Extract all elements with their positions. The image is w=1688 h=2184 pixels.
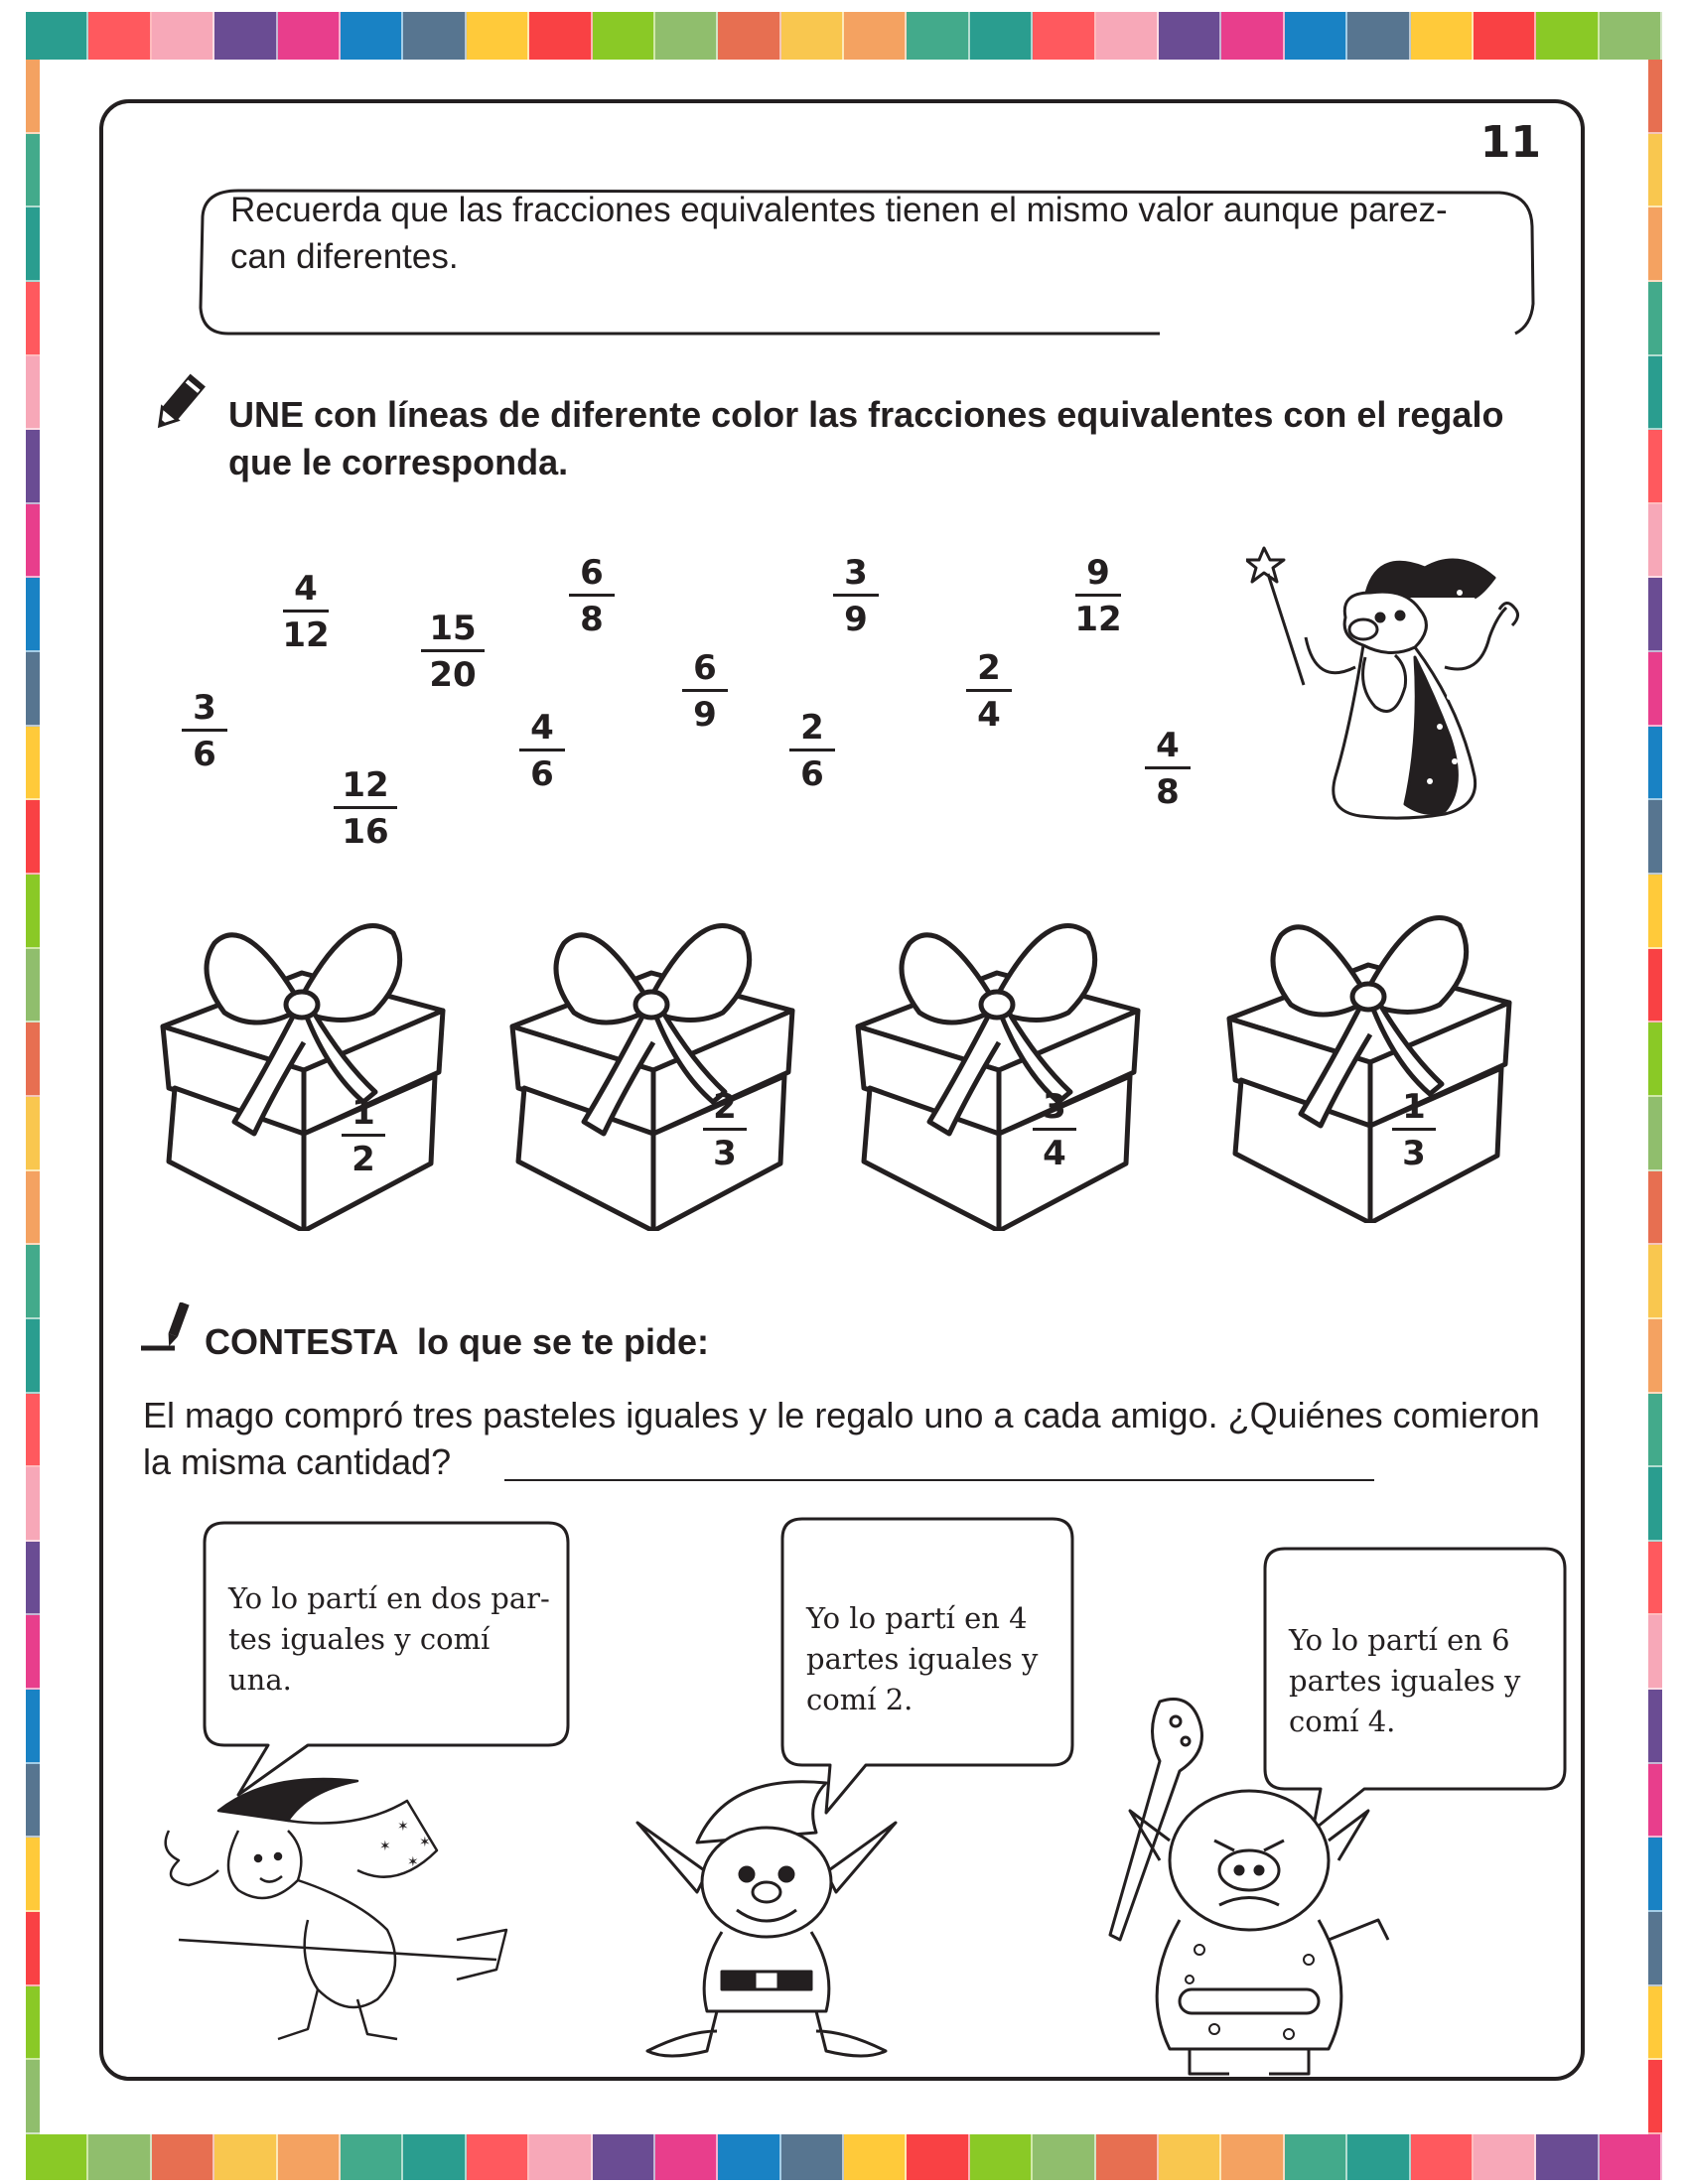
svg-text:✶: ✶ (397, 1819, 409, 1835)
svg-text:✶: ✶ (419, 1835, 431, 1850)
fraction-denominator: 9 (844, 600, 868, 639)
elf-illustration (628, 1763, 906, 2081)
fraction-denominator: 2 (352, 1140, 375, 1179)
bubble-witch-text: Yo lo partí en dos par- tes iguales y comí una. (228, 1581, 550, 1697)
reminder-text: Recuerda que las fracciones equivalentes tienen el mismo valor aunque parez- can diferentes. (230, 191, 1448, 276)
fraction-denominator: 8 (580, 600, 604, 639)
fraction-numerator: 6 (569, 552, 615, 597)
fraction-numerator: 15 (421, 608, 484, 652)
bubble-ogre-text: Yo lo partí en 6 partes iguales y comí 4. (1289, 1623, 1521, 1738)
fraction-denominator: 6 (800, 754, 824, 794)
fraction-denominator: 12 (1074, 600, 1122, 639)
activity2-instruction: CONTESTA lo que se te pide: (205, 1321, 710, 1362)
ogre-illustration (1090, 1692, 1398, 2079)
fraction-numerator: 12 (334, 764, 396, 809)
fraction-numerator: 4 (1145, 725, 1191, 769)
page-number: 11 (1479, 117, 1541, 168)
fraction-numerator: 1 (342, 1092, 385, 1137)
fraction-denominator: 4 (977, 695, 1001, 735)
bubble-elf-text: Yo lo partí en 4 partes iguales y comí 2. (806, 1601, 1039, 1716)
fraction-numerator: 2 (966, 647, 1012, 692)
fraction-numerator: 6 (682, 647, 728, 692)
fraction-numerator: 4 (519, 707, 565, 751)
fraction-denominator: 9 (693, 695, 717, 735)
fraction-denominator: 8 (1156, 772, 1180, 812)
fraction-numerator: 3 (833, 552, 879, 597)
word-problem: El mago compró tres pasteles iguales y le regalo uno a cada amigo. ¿Quiénes comieron la misma cantidad? (143, 1395, 1540, 1482)
fraction-denominator: 4 (1043, 1134, 1066, 1173)
svg-text:✶: ✶ (379, 1839, 391, 1854)
fraction-numerator: 4 (283, 568, 329, 613)
svg-text:✶: ✶ (407, 1854, 419, 1870)
fraction-denominator: 6 (193, 735, 216, 774)
fraction-denominator: 3 (713, 1134, 737, 1173)
fraction-denominator: 3 (1402, 1134, 1426, 1173)
fraction-numerator: 9 (1075, 552, 1121, 597)
fraction-numerator: 2 (789, 707, 835, 751)
activity1-instruction: UNE con líneas de diferente color las fracciones equivalentes con el regalo que le corresponda. (228, 394, 1504, 482)
fraction-denominator: 20 (429, 655, 477, 695)
fraction-denominator: 6 (530, 754, 554, 794)
fraction-denominator: 12 (282, 615, 330, 655)
witch-illustration (159, 1771, 516, 2049)
fraction-numerator: 3 (182, 687, 227, 732)
fraction-numerator: 1 (1392, 1086, 1436, 1131)
fraction-numerator: 3 (1033, 1086, 1076, 1131)
fraction-denominator: 16 (342, 812, 389, 852)
fraction-numerator: 2 (703, 1086, 747, 1131)
